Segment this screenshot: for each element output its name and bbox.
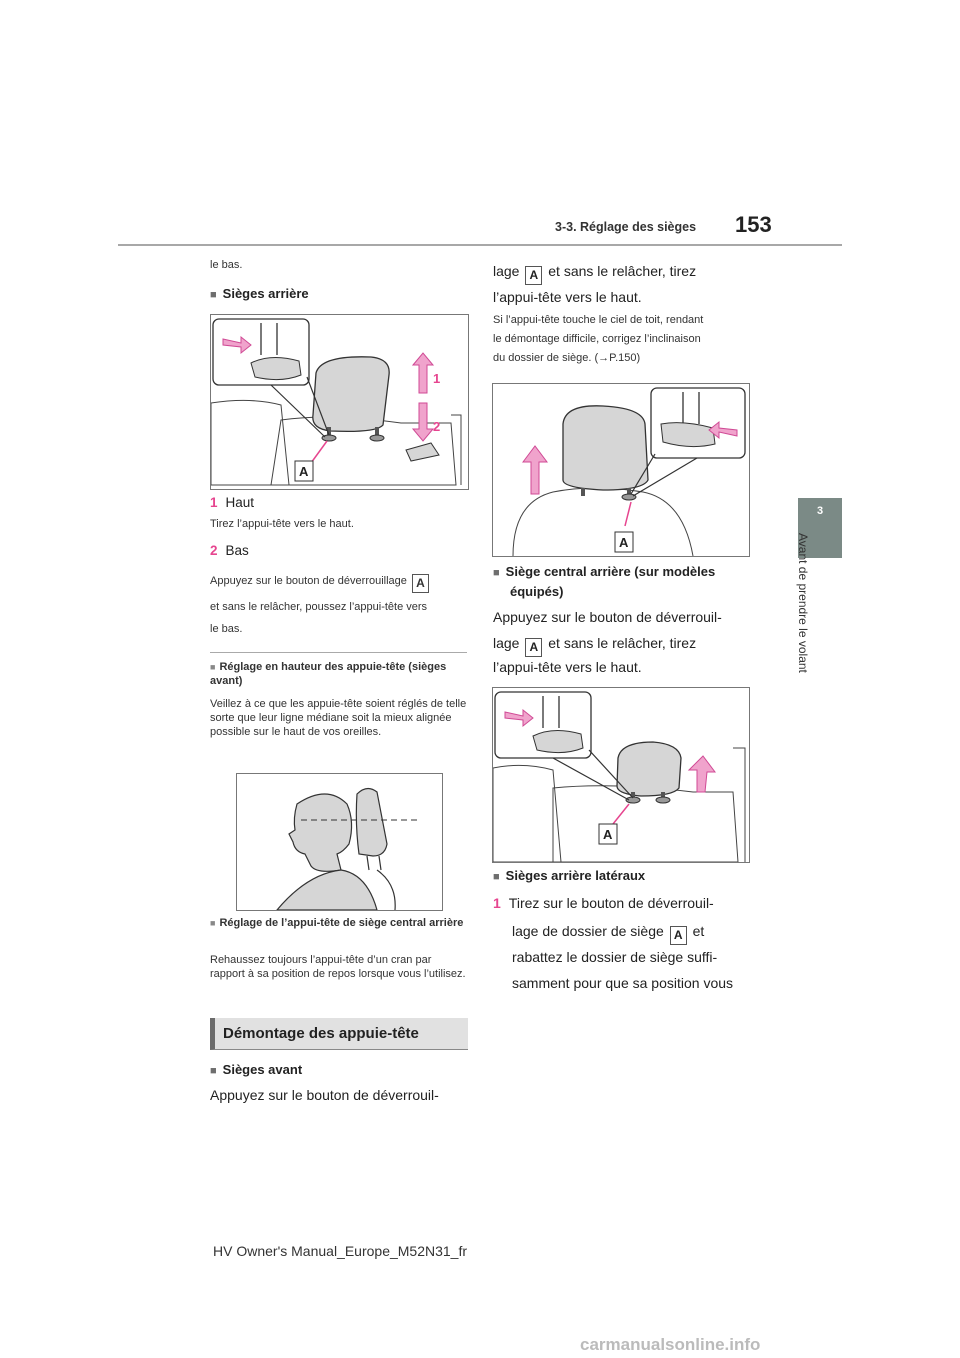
note-front-text: Veillez à ce que les appuie-tête soient réglés de telle sorte que leur ligne médiane soit la mieux alignée possible sur le haut de vos oreilles. [210, 698, 467, 738]
right-cont-line2: l’appui-tête vers le haut. [493, 289, 642, 305]
central-text-2a: lage [493, 635, 520, 651]
central-text-3: l’appui-tête vers le haut. [493, 659, 642, 675]
button-a-marker: A [525, 638, 542, 657]
figure-central-removal [492, 687, 750, 863]
lateral-step-number: 1 [493, 895, 501, 911]
note-front-heading: ■ Réglage en hauteur des appuie-tête (sièges avant) [210, 660, 468, 688]
chapter-label: Avant de prendre le volant [796, 533, 810, 673]
step-1-title: Haut [225, 495, 255, 510]
right-cont-b: et sans le relâcher, tirez [548, 263, 697, 279]
figure-rear-headrest [210, 314, 469, 490]
head-alignment-illustration [237, 774, 442, 910]
figure-front-headrest [236, 773, 443, 911]
button-a-marker: A [670, 926, 687, 945]
note-line-1: Si l’appui-tête touche le ciel de toit, rendant [493, 314, 704, 326]
header-rule [118, 244, 842, 246]
front-seats-text: Appuyez sur le bouton de déverrouil- [210, 1087, 439, 1103]
rear-headrest-illustration [211, 315, 468, 489]
step-1-text: Tirez l’appui-tête vers le haut. [210, 518, 354, 530]
note-central-text: Rehaussez toujours l’appui-tête d’un cran par rapport à sa position de repos lorsque vous l’utilisez. [210, 954, 466, 980]
page-number: 153 [735, 212, 772, 237]
step-2-text-b: et sans le relâcher, poussez l’appui-tête vers [210, 601, 428, 613]
right-cont-a: lage [493, 263, 520, 279]
fig-label-a-central: A [603, 827, 613, 842]
step-2-text-c: le bas. [210, 623, 243, 635]
central-removal-illustration [493, 688, 749, 862]
central-text-2b: et sans le relâcher, tirez [548, 635, 697, 651]
front-removal-illustration [493, 384, 749, 556]
note-divider [210, 652, 467, 653]
step-2-text-a [210, 574, 431, 593]
fig-label-1: 1 [433, 371, 441, 386]
button-a-marker: A [412, 574, 429, 593]
step-1-number: 1 [210, 495, 218, 510]
central-heading: ■ Siège central arrière (sur modèles [493, 562, 715, 583]
rear-seats-heading: ■ Sièges arrière [210, 284, 309, 305]
continued-text: le bas. [210, 259, 243, 271]
note-central-heading: ■ Réglage de l’appui-tête de siège central arrière [210, 916, 468, 930]
front-seats-heading: ■ Sièges avant [210, 1060, 302, 1081]
step-2-title: Bas [225, 543, 249, 558]
lateral-text-2a: lage de dossier de siège [512, 923, 664, 939]
central-text-2 [493, 632, 696, 657]
right-cont-line1 [493, 260, 696, 285]
central-text-1: Appuyez sur le bouton de déverrouil- [493, 609, 722, 625]
section-title: 3-3. Réglage des sièges [555, 220, 697, 234]
central-heading-cont: équipés) [510, 584, 564, 599]
note-line-2: le démontage difficile, corrigez l’inclinaison [493, 333, 701, 345]
step-1 [210, 493, 254, 513]
manual-footer: HV Owner's Manual_Europe_M52N31_fr [213, 1243, 468, 1259]
chapter-tab-number: 3 [816, 505, 824, 517]
button-a-marker: A [525, 266, 542, 285]
lateral-text-1: Tirez sur le bouton de déverrouil- [508, 895, 714, 911]
note-line-3: du dossier de siège. (→P.150) [493, 352, 641, 364]
watermark: carmanualsonline.info [580, 1335, 761, 1354]
lateral-heading: ■ Sièges arrière latéraux [493, 866, 645, 887]
lateral-step-1 [493, 892, 714, 914]
step-2-text-a-span: Appuyez sur le bouton de déverrouillage [210, 575, 407, 587]
fig-label-2: 2 [433, 419, 441, 434]
lateral-text-3: rabattez le dossier de siège suffi- [512, 949, 718, 965]
lateral-text-4: samment pour que sa position vous [512, 975, 734, 991]
removal-section-title: Démontage des appuie-tête [210, 1018, 468, 1050]
fig-label-a: A [619, 535, 629, 550]
step-2 [210, 541, 249, 561]
lateral-text-2b: et [692, 923, 705, 939]
step-2-number: 2 [210, 543, 218, 558]
fig-label-a: A [299, 464, 309, 479]
lateral-text-2 [512, 920, 704, 945]
figure-front-removal [492, 383, 750, 557]
